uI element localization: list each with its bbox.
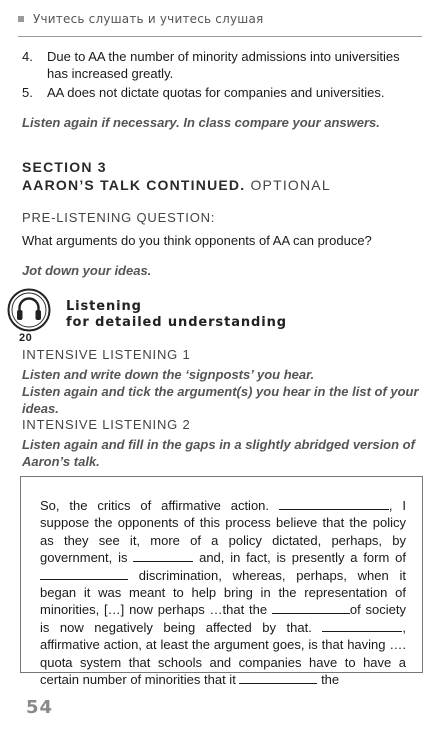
gap-text-segment: the	[321, 672, 340, 688]
gap-blank[interactable]	[279, 497, 389, 510]
gap-blank[interactable]	[322, 619, 402, 632]
headphones-icon	[7, 288, 51, 332]
section-number: SECTION 3	[22, 159, 107, 175]
listening-title-line2: for detailed understanding	[66, 315, 287, 330]
gap-blank[interactable]	[133, 549, 193, 562]
gap-text-segment: of society is now negatively being affected by that.	[40, 602, 406, 635]
statement-list	[22, 48, 424, 103]
optional-label: OPTIONAL	[250, 177, 331, 193]
listening-title-line1: Listening	[66, 299, 142, 314]
gap-text-segment: discrimination, whereas, perhaps, when it began it was meant to help bring in the representation of minorities, […] now perhaps …that the	[40, 567, 406, 618]
list-item	[22, 84, 424, 101]
jot-down-instruction: Jot down your ideas.	[22, 263, 152, 278]
listening-title	[66, 299, 287, 331]
gap-fill-box	[20, 476, 423, 688]
section-title	[22, 177, 331, 193]
gap-text-segment: , affirmative action, at least the argument goes, is that having …. quota system that schools and companies have to have a certain number of minorities that it	[40, 619, 406, 688]
gap-text-segment: So, the critics of affirmative action.	[40, 498, 270, 513]
section-title-main: AARON’S TALK CONTINUED.	[22, 177, 246, 193]
pre-listening-question: What arguments do you think opponents of AA can produce?	[22, 233, 372, 248]
pre-listening-heading: PRE-LISTENING QUESTION:	[22, 210, 216, 225]
gap-text-segment: and, in fact, is presently a form of	[199, 550, 406, 566]
list-item-text: AA does not dictate quotas for companies and universities.	[47, 85, 385, 100]
gap-fill-text	[40, 497, 406, 688]
gap-blank[interactable]	[239, 671, 317, 684]
gap-text-segment: , I suppose the opponents of this process believe that the policy as they see it, more of a policy dictated, perhaps, by government, is	[40, 498, 406, 566]
header-divider	[18, 36, 422, 37]
intensive-1-heading: INTENSIVE LISTENING 1	[22, 347, 191, 362]
track-number: 20	[19, 332, 33, 344]
compare-instruction: Listen again if necessary. In class compare your answers.	[22, 115, 380, 130]
list-item	[22, 48, 424, 82]
intensive-1-line1: Listen and write down the ‘signposts’ you hear.	[22, 367, 315, 382]
list-item-number: 5.	[22, 85, 33, 100]
running-head	[18, 12, 422, 26]
gap-blank[interactable]	[40, 567, 128, 580]
gap-blank[interactable]	[272, 601, 350, 614]
running-head-text: Учитесь слушать и учитесь слушая	[33, 12, 264, 26]
intensive-2-instruction: Listen again and fill in the gaps in a slightly abridged version of Aaron’s talk.	[22, 437, 415, 469]
intensive-1-line2: Listen again and tick the argument(s) you hear in the list of your ideas.	[22, 384, 419, 416]
intensive-2-heading: INTENSIVE LISTENING 2	[22, 417, 191, 432]
list-item-number: 4.	[22, 49, 33, 64]
square-bullet-icon	[18, 16, 24, 22]
list-item-text: Due to AA the number of minority admissions into universities has increased greatly.	[47, 49, 400, 81]
page-number: 54	[26, 697, 54, 718]
